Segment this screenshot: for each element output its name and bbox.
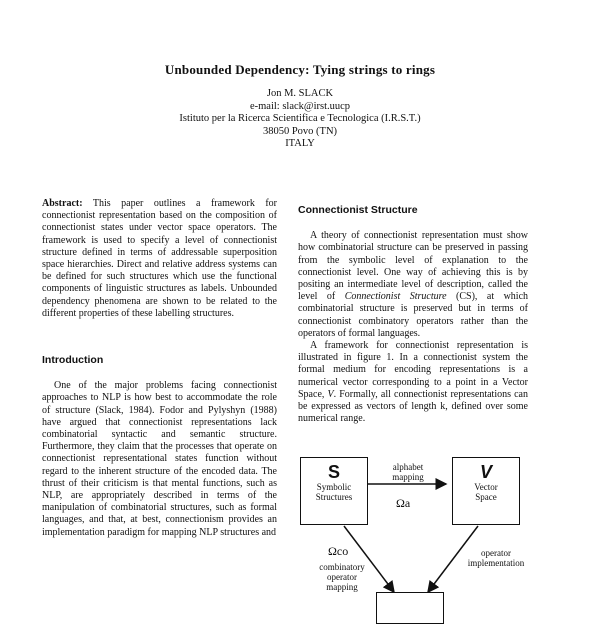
author-name: Jon M. SLACK — [266, 88, 334, 99]
author-address: 38050 Povo (TN) — [262, 125, 338, 137]
combinatory-line-3: mapping — [326, 582, 358, 592]
omega-co-label: Ωco — [328, 544, 349, 558]
vector-space-box — [452, 457, 520, 525]
omega-a-label: Ωa — [396, 496, 411, 510]
para1-text-a: A theory of connectionist representation must show how combinatorial structure can be preserved in passing from the symbolic level of explanation to the connectionist level. One way of achieving this is by positing an intermediate level of description, called the level of — [298, 230, 528, 303]
v-symbol: V — [479, 462, 492, 482]
operator-impl-line-1: operator — [481, 548, 511, 558]
para2-italic-term: V — [327, 388, 334, 400]
author-block — [0, 88, 600, 151]
left-column — [42, 198, 277, 539]
connectionist-para-2 — [298, 340, 528, 425]
connectionist-para-1 — [298, 230, 528, 340]
right-column — [298, 204, 528, 425]
combinatory-line-2: operator — [327, 572, 357, 582]
para2-text-b: . Formally, all connectionist representations can be expressed as vectors of length k, defined over some numerical range. — [298, 388, 528, 425]
para2-text-a: A framework for connectionist representation is illustrated in figure 1. In a connectionist system the formal medium for encoding representations is a numerical vector corresponding to a point in a Vector Space, — [298, 340, 528, 400]
combinatory-line-1: combinatory — [319, 562, 365, 572]
alphabet-mapping-label — [380, 462, 436, 482]
abstract — [42, 198, 277, 320]
v-label-1: Vector — [474, 482, 498, 492]
s-symbol: S — [327, 462, 340, 482]
introduction-text: One of the major problems facing connectionist approaches to NLP is how best to accommodate the role of structure (Slack, 1984). Fodor and Pylyshyn (1988) have argued that connectionist representations lack combinatorial syntactic and semantic structure. Furthermore, they claim that the processes that operate on connectionist representational states function without regard to the inherent structure of the encoded data. The thrust of their criticism is that mental functions, such as NLP, are appropriately described in terms of the manipulation of combinatorial structures, such as formal languages, and that, at best, connectionism provides an implementation paradigm for mapping NLP structures and — [42, 380, 277, 538]
operator-impl-line-2: implementation — [467, 558, 525, 568]
combinatory-mapping-label — [312, 562, 372, 592]
para1-text-b: (CS), at which combinatorial structure is preserved but in terms of connectionist combinatory operators rather than the operators of formal languages. — [298, 291, 529, 339]
figure-1-diagram — [298, 452, 548, 602]
alphabet-label-line-1: alphabet — [392, 462, 424, 472]
s-label-1: Symbolic — [316, 482, 352, 492]
author-email: e-mail: slack@irst.uucp — [249, 100, 351, 112]
paper-title: Unbounded Dependency: Tying strings to rings — [164, 62, 436, 77]
introduction-heading: Introduction — [42, 354, 104, 367]
author-country: ITALY — [285, 138, 315, 149]
abstract-text: This paper outlines a framework for connectionist representation based on the composition of connectionist states under vector space operators. The framework is used to specify a level of connectionist structure defined in terms of addressable superposition space hierarchies. Direct and relative address systems can be defined for such structures which use the functional components of linguistic structures as labels. Unbounded dependency phenomena are shown to be related to the different properties of these labelling structures. — [42, 198, 277, 319]
author-institute: Istituto per la Ricerca Scientifica e Tecnologica (I.R.S.T.) — [179, 113, 421, 124]
connectionist-structure-box — [376, 592, 444, 624]
s-label-2: Structures — [315, 492, 353, 502]
abstract-label: Abstract: — [42, 198, 83, 209]
alphabet-label-line-2: mapping — [392, 472, 424, 482]
connectionist-structure-heading: Connectionist Structure — [298, 204, 418, 216]
para1-italic-term: Connectionist Structure — [344, 291, 447, 303]
operator-implementation-label — [456, 548, 536, 568]
symbolic-structures-box — [300, 457, 368, 525]
v-label-2: Space — [475, 492, 497, 502]
